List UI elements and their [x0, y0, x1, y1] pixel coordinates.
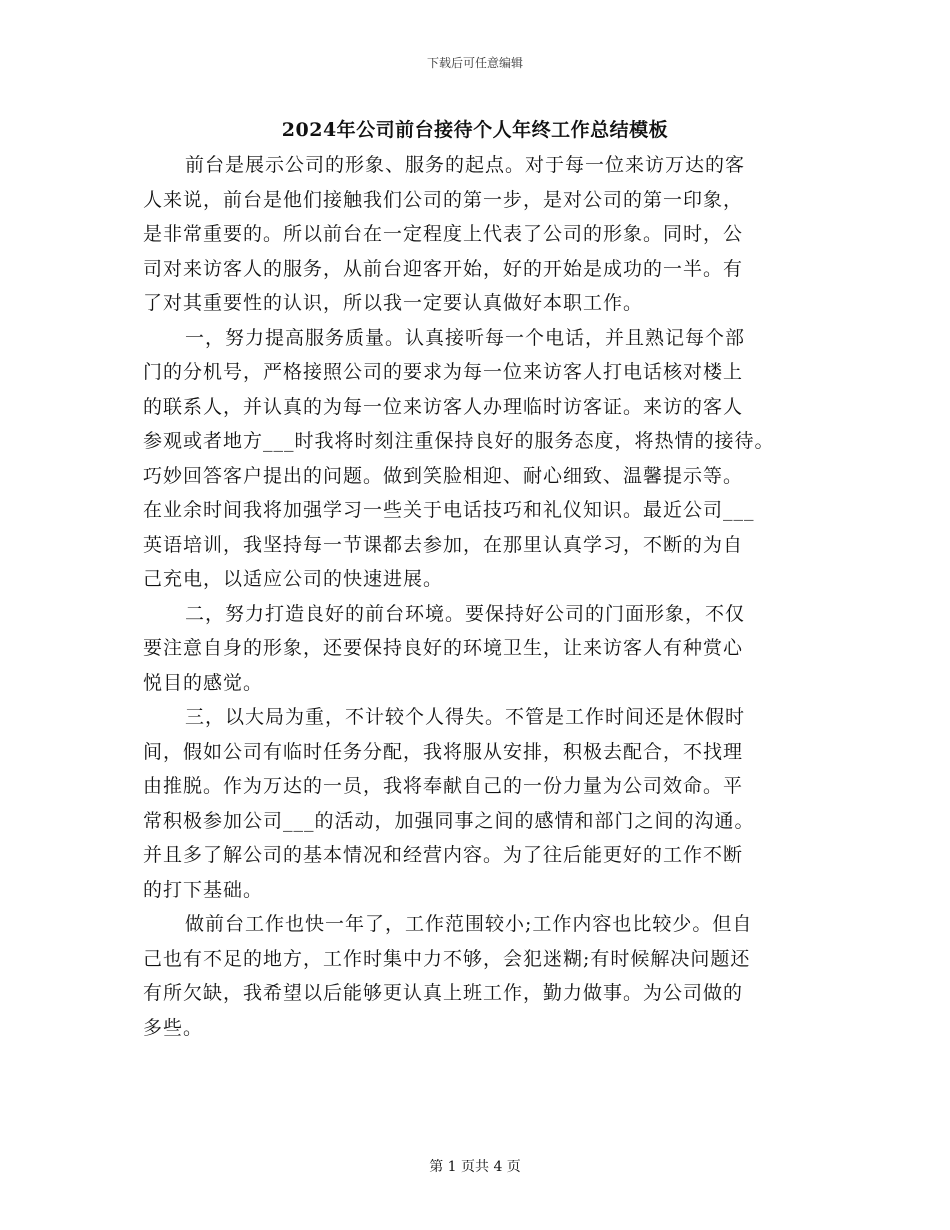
- download-note: 下载后可任意编辑: [426, 56, 523, 70]
- text-line: 门的分机号，严格接照公司的要求为每一位来访客人打电话核对楼上: [143, 361, 744, 383]
- text-line: 英语培训，我坚持每一节课都去参加，在那里认真学习，不断的为自: [143, 533, 744, 556]
- text-line: 悦目的感觉。: [143, 671, 264, 694]
- text-line: 由推脱。作为万达的一员，我将奉献自己的一份力量为公司效命。平: [143, 775, 744, 797]
- text-line: 一，努力提高服务质量。认真接听每一个电话，并且熟记每个部: [185, 326, 746, 349]
- text-line: 有所欠缺，我希望以后能够更认真上班工作，勤力做事。为公司做的: [143, 982, 744, 1004]
- text-line: 是非常重要的。所以前台在一定程度上代表了公司的形象。同时，公: [143, 223, 744, 245]
- text-line: 巧妙回答客户提出的问题。做到笑脸相迎、耐心细致、温馨提示等。: [143, 464, 744, 487]
- text-line: 司对来访客人的服务，从前台迎客开始，好的开始是成功的一半。有: [143, 257, 744, 280]
- text-line: 在业余时间我将加强学习一些关于电话技巧和礼仪知识。最近公司___: [143, 499, 755, 521]
- text-line: 的联系人，并认真的为每一位来访客人办理临时访客证。来访的客人: [143, 395, 744, 418]
- text-line: 前台是展示公司的形象、服务的起点。对于每一位来访万达的客: [185, 154, 746, 176]
- text-line: 己充电，以适应公司的快速进展。: [143, 568, 444, 590]
- text-line: 的打下基础。: [143, 878, 264, 901]
- text-line: 间，假如公司有临时任务分配，我将服从安排，积极去配合，不找理: [143, 740, 744, 763]
- page-number: 第 1 页共 4 页: [429, 1159, 521, 1175]
- text-line: 三，以大局为重，不计较个人得失。不管是工作时间还是休假时: [185, 706, 746, 728]
- text-line: 多些。: [143, 1016, 204, 1039]
- text-line: 常积极参加公司___的活动，加强同事之间的感情和部门之间的沟通。: [143, 809, 755, 832]
- text-line: 要注意自身的形象，还要保持良好的环境卫生，让来访客人有种赏心: [143, 637, 744, 659]
- text-line: 参观或者地方___时我将时刻注重保持良好的服务态度，将热情的接待。: [143, 430, 775, 452]
- paragraph-overall-situation: [143, 700, 813, 907]
- paragraph-service-quality: [143, 321, 813, 597]
- document-title: 2024年公司前台接待个人年终工作总结模板: [281, 119, 669, 141]
- text-line: 做前台工作也快一年了，工作范围较小;工作内容也比较少。但自: [185, 913, 753, 935]
- paragraph-intro: [143, 148, 813, 321]
- text-line: 并且多了解公司的基本情况和经营内容。为了往后能更好的工作不断: [143, 844, 744, 866]
- document-body: [143, 148, 813, 1045]
- paragraph-self-assessment: [143, 907, 813, 1045]
- paragraph-front-desk-environment: [143, 597, 813, 701]
- text-line: 二，努力打造良好的前台环境。要保持好公司的门面形象，不仅: [185, 602, 746, 625]
- text-line: 己也有不足的地方，工作时集中力不够，会犯迷糊;有时候解决问题还: [143, 947, 751, 970]
- text-line: 了对其重要性的认识，所以我一定要认真做好本职工作。: [143, 292, 644, 314]
- text-line: 人来说，前台是他们接触我们公司的第一步，是对公司的第一印象，: [143, 188, 744, 211]
